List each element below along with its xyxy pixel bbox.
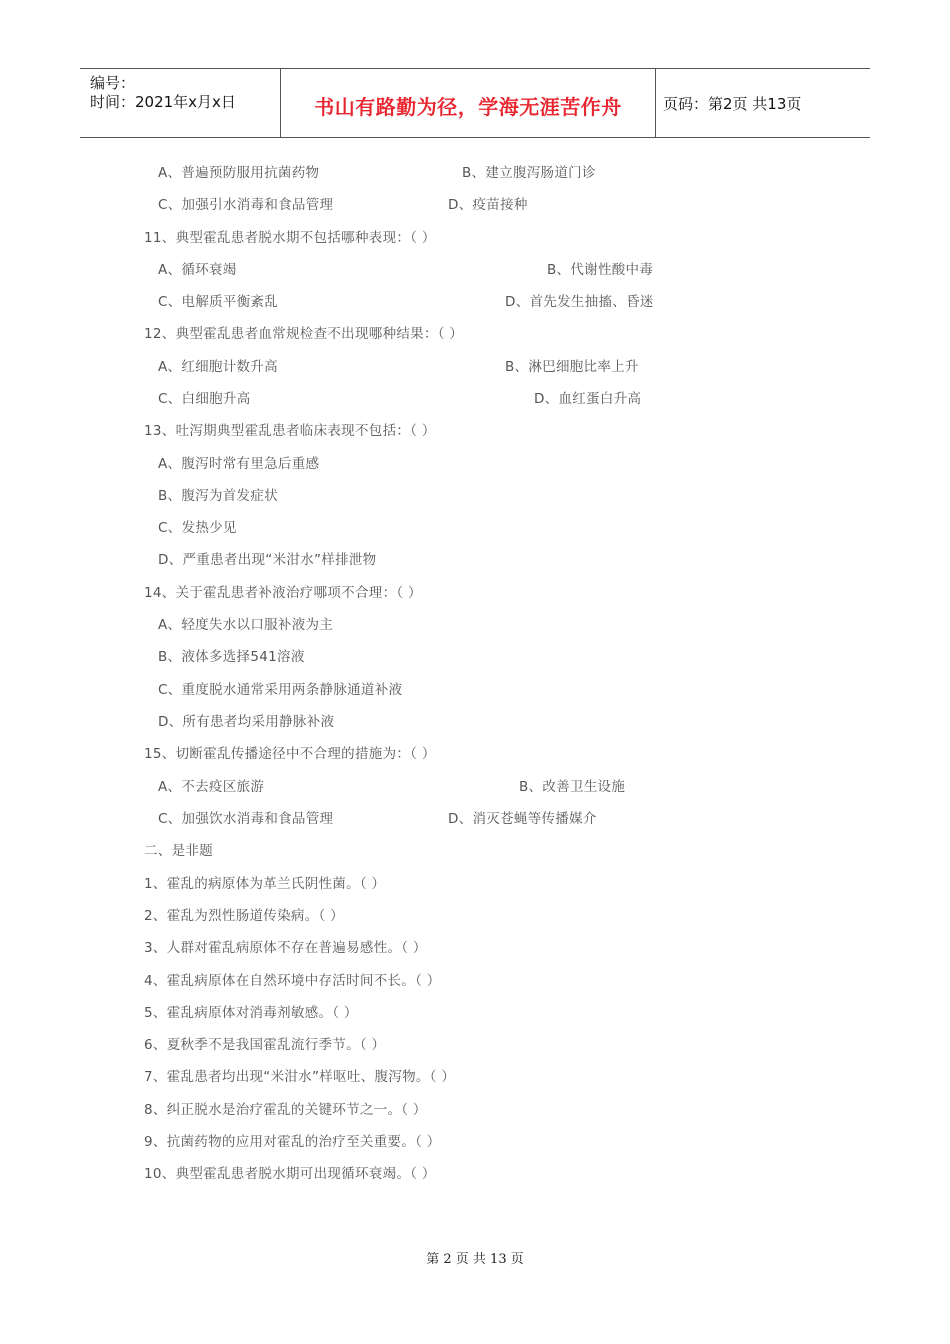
header-info bbox=[80, 69, 280, 137]
statement-line: 3、人群对霍乱病原体不存在普遍易感性。（ ） bbox=[144, 940, 427, 956]
question-line: 13、吐泻期典型霍乱患者临床表现不包括：（ ） bbox=[144, 423, 436, 439]
option-line: C、发热少见 bbox=[158, 520, 237, 536]
question-line: 12、典型霍乱患者血常规检查不出现哪种结果：（ ） bbox=[144, 326, 464, 342]
page-header bbox=[80, 68, 870, 138]
option-line: C、重度脱水通常采用两条静脉通道补液 bbox=[158, 682, 403, 698]
option-line: B、改善卫生设施 bbox=[519, 779, 626, 795]
question-line: 11、典型霍乱患者脱水期不包括哪种表现：（ ） bbox=[144, 230, 436, 246]
page-label: 页码：第2页 共13页 bbox=[663, 95, 802, 113]
option-line: C、加强饮水消毒和食品管理 bbox=[158, 811, 334, 827]
option-line: B、淋巴细胞比率上升 bbox=[505, 359, 639, 375]
option-line: A、腹泻时常有里急后重感 bbox=[158, 456, 320, 472]
option-line: B、代谢性酸中毒 bbox=[547, 262, 654, 278]
option-line: C、白细胞升高 bbox=[158, 391, 251, 407]
option-line: D、消灭苍蝇等传播媒介 bbox=[448, 811, 597, 827]
statement-line: 6、夏秋季不是我国霍乱流行季节。（ ） bbox=[144, 1037, 386, 1053]
option-line: A、不去疫区旅游 bbox=[158, 779, 265, 795]
statement-line: 7、霍乱患者均出现“米泔水”样呕吐、腹泻物。（ ） bbox=[144, 1069, 456, 1085]
option-line: D、所有患者均采用静脉补液 bbox=[158, 714, 335, 730]
option-line: B、腹泻为首发症状 bbox=[158, 488, 278, 504]
option-line: B、建立腹泻肠道门诊 bbox=[462, 165, 596, 181]
option-line: C、加强引水消毒和食品管理 bbox=[158, 197, 334, 213]
option-line: D、血红蛋白升高 bbox=[534, 391, 642, 407]
option-line: A、循环衰竭 bbox=[158, 262, 237, 278]
number-label: 编号： bbox=[90, 74, 136, 92]
statement-line: 1、霍乱的病原体为革兰氏阴性菌。（ ） bbox=[144, 876, 386, 892]
option-line: D、疫苗接种 bbox=[448, 197, 528, 213]
date-label: 时间：2021年x月x日 bbox=[90, 93, 236, 111]
question-line: 15、切断霍乱传播途径中不合理的措施为：（ ） bbox=[144, 746, 436, 762]
statement-line: 10、典型霍乱患者脱水期可出现循环衰竭。（ ） bbox=[144, 1166, 436, 1182]
statement-line: 9、抗菌药物的应用对霍乱的治疗至关重要。（ ） bbox=[144, 1134, 441, 1150]
header-page-cell bbox=[655, 69, 870, 137]
question-line: 14、关于霍乱患者补液治疗哪项不合理：（ ） bbox=[144, 585, 422, 601]
statement-line: 5、霍乱病原体对消毒剂敏感。（ ） bbox=[144, 1005, 358, 1021]
option-line: D、首先发生抽搐、昏迷 bbox=[505, 294, 654, 310]
statement-line: 4、霍乱病原体在自然环境中存活时间不长。（ ） bbox=[144, 973, 441, 989]
option-line: D、严重患者出现“米泔水”样排泄物 bbox=[158, 552, 377, 568]
page-footer: 第 2 页 共 13 页 bbox=[426, 1252, 524, 1267]
option-line: A、轻度失水以口服补液为主 bbox=[158, 617, 334, 633]
section-heading: 二、是非题 bbox=[144, 843, 213, 859]
statement-line: 2、霍乱为烈性肠道传染病。（ ） bbox=[144, 908, 344, 924]
option-line: A、普遍预防服用抗菌药物 bbox=[158, 165, 320, 181]
motto: 书山有路勤为径，学海无涯苦作舟 bbox=[314, 95, 622, 119]
option-line: B、液体多选择541溶液 bbox=[158, 649, 305, 665]
statement-line: 8、纠正脱水是治疗霍乱的关键环节之一。（ ） bbox=[144, 1102, 427, 1118]
header-motto-cell bbox=[280, 69, 656, 137]
option-line: C、电解质平衡紊乱 bbox=[158, 294, 279, 310]
option-line: A、红细胞计数升高 bbox=[158, 359, 278, 375]
